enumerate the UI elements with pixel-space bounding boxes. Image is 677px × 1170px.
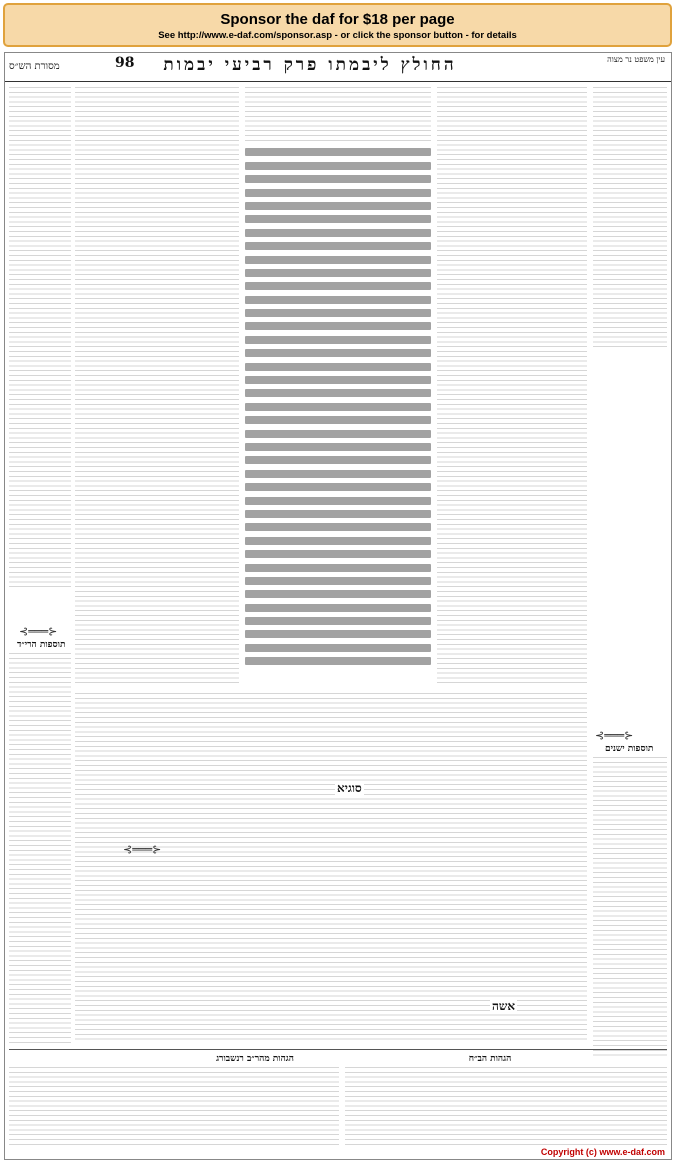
tosafot-rid-label: תוספות הרי״ד (17, 640, 66, 650)
footer-divider (9, 1049, 667, 1050)
sponsor-title[interactable]: Sponsor the daf for $18 per page (220, 11, 455, 28)
sugya-word: סוגיא (337, 781, 362, 795)
gemara-text (245, 143, 431, 703)
ein-mishpat-column (593, 87, 667, 347)
section-ornament: ⊰═══⊱ (123, 843, 162, 856)
hagahot-rashba-notes (9, 1067, 339, 1147)
tosafot-column (75, 87, 239, 687)
rashi-top-block (245, 87, 431, 141)
sponsor-subtitle[interactable]: See http://www.e-daf.com/sponsor.asp - or click the sponsor button - for details (158, 30, 517, 41)
lower-commentary (75, 693, 587, 1043)
hagahot-bach-label: הגהות הב״ח (468, 1054, 512, 1064)
masoret-label: מסורת הש״ס (9, 61, 60, 72)
page-header (5, 53, 671, 82)
tosafot-rid-column (9, 653, 71, 1043)
hagahot-rashba-label: הגהות מהר״ב רנשבורג (216, 1054, 294, 1064)
tosafot-yeshanim-label: תוספות ישנים (605, 744, 654, 754)
masoret-column (9, 87, 71, 587)
section-ornament: ⊰═══⊱ (19, 625, 58, 638)
talmud-page (4, 52, 672, 1160)
tosafot-yeshanim-column (593, 757, 667, 1057)
hagahot-bach-notes (345, 1067, 667, 1147)
mishnah-word: אשה (492, 999, 516, 1013)
ein-mishpat-label: עין משפט נר מצוה (607, 55, 665, 64)
sponsor-banner[interactable] (3, 3, 672, 47)
section-ornament: ⊰═══⊱ (595, 729, 634, 742)
page-number: 98 (115, 55, 135, 71)
running-title: החולץ ליבמתו פרק רביעי יבמות (163, 55, 457, 75)
copyright-notice[interactable]: Copyright (c) www.e-daf.com (540, 1147, 665, 1157)
rashi-column (437, 87, 587, 687)
